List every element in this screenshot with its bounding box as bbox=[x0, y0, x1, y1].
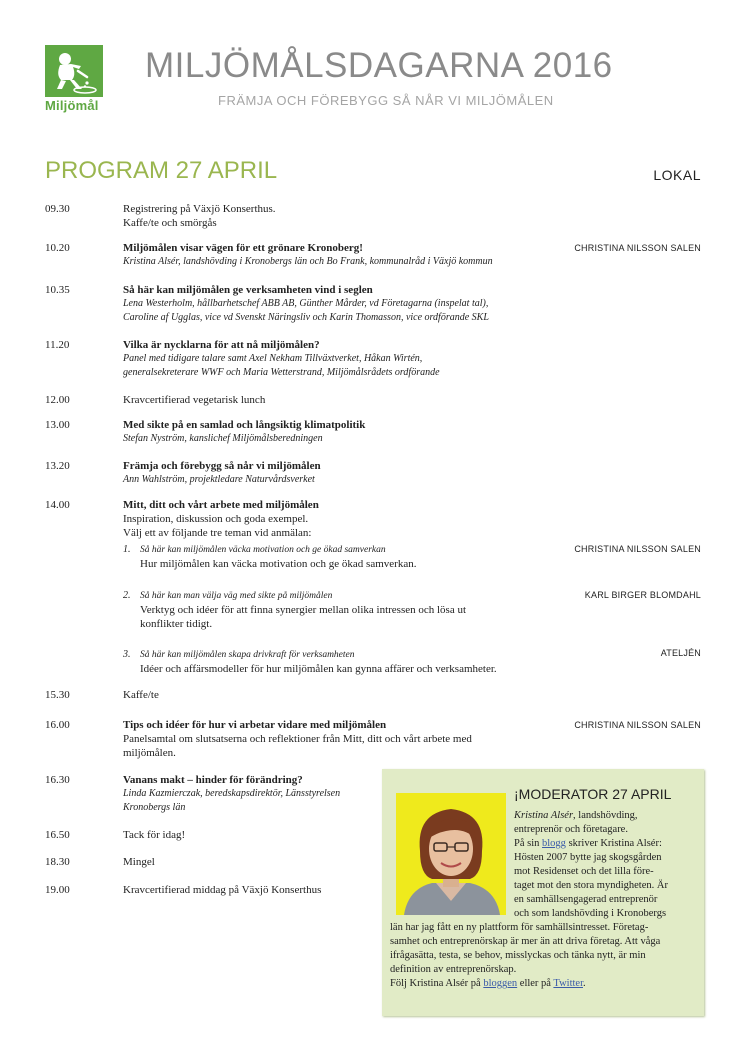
venue-label: CHRISTINA NILSSON SALEN bbox=[574, 243, 701, 253]
item-title: Tips och idéer för hur vi arbetar vidare med miljömålen bbox=[123, 719, 387, 731]
item-text: Kravcertifierad vegetarisk lunch bbox=[123, 394, 266, 406]
item-text: Kaffe/te och smörgås bbox=[123, 217, 217, 230]
program-item-1035 bbox=[123, 283, 489, 326]
item-speakers: Lena Westerholm, hållbarhetschef ABB AB, Günther Mårder, vd Företagarna (inspelat tal), bbox=[123, 298, 489, 310]
moderator-line: mot Residenset och det lilla före- bbox=[514, 866, 654, 877]
moderator-line: definition av entreprenörskap. bbox=[390, 964, 517, 975]
program-item-1320 bbox=[123, 459, 321, 487]
time-1300: 13.00 bbox=[45, 419, 70, 431]
time-1120: 11.20 bbox=[45, 339, 70, 351]
time-1200: 12.00 bbox=[45, 394, 70, 406]
item-title: Vanans makt – hinder för förändring? bbox=[123, 774, 303, 786]
theme-description: Hur miljömålen kan väcka motivation och ge ökad samverkan. bbox=[140, 558, 417, 571]
item-speakers: Caroline af Ugglas, vice vd Svenskt Näringsliv och Karin Thomasson, vice ordförande SKL bbox=[123, 312, 489, 324]
time-1530: 15.30 bbox=[45, 689, 70, 701]
item-speakers: Panel med tidigare talare samt Axel Nekham Tillväxtverket, Håkan Wirtén, bbox=[123, 353, 423, 365]
venue-label: CHRISTINA NILSSON SALEN bbox=[574, 720, 701, 730]
time-1035: 10.35 bbox=[45, 284, 70, 296]
program-item-1200 bbox=[123, 393, 265, 407]
moderator-text: skriver Kristina Alsér: bbox=[565, 838, 662, 849]
item-speakers: Stefan Nyström, kanslichef Miljömålsberedningen bbox=[123, 433, 323, 445]
time-1020: 10.20 bbox=[45, 242, 70, 254]
theme-description: Verktyg och idéer för att finna synergier mellan olika intressen och lösa ut bbox=[140, 604, 467, 617]
item-text: Mingel bbox=[123, 856, 155, 868]
moderator-line: län har jag fått en ny plattform för samhällsintresset. Företag- bbox=[390, 922, 649, 933]
venue-label: CHRISTINA NILSSON SALEN bbox=[574, 544, 701, 554]
blogg-link[interactable]: blogg bbox=[542, 838, 566, 849]
logo-figure-icon bbox=[45, 45, 103, 97]
moderator-line: ifrågasätta, testa, se behov, misslyckas och tänka nytt, är min bbox=[390, 950, 646, 961]
time-1900: 19.00 bbox=[45, 884, 70, 896]
program-item-1120 bbox=[123, 338, 440, 381]
program-item-0930 bbox=[123, 202, 276, 230]
item-text: Tack för idag! bbox=[123, 829, 186, 841]
moderator-photo bbox=[396, 793, 506, 915]
program-item-1900 bbox=[123, 883, 321, 897]
program-item-1600 bbox=[123, 718, 472, 761]
item-title: Främja och förebygg så når vi miljömålen bbox=[123, 460, 321, 472]
twitter-link[interactable]: Twitter bbox=[553, 978, 583, 989]
item-speakers: Kronobergs län bbox=[123, 802, 186, 814]
theme-number: 3. bbox=[123, 649, 131, 660]
moderator-line: taget mot den stora myndigheten. Är bbox=[514, 880, 668, 891]
moderator-role: , landshövding, bbox=[573, 810, 638, 821]
logo-text: Miljömål bbox=[45, 98, 99, 113]
event-title: MILJÖMÅLSDAGARNA 2016 bbox=[145, 46, 613, 85]
program-item-1830 bbox=[123, 855, 155, 869]
moderator-text: På sin bbox=[514, 838, 543, 849]
program-item-1530 bbox=[123, 688, 159, 702]
moderator-line bbox=[514, 809, 638, 823]
theme-2 bbox=[123, 588, 466, 632]
time-1320: 13.20 bbox=[45, 460, 70, 472]
item-text: miljömålen. bbox=[123, 747, 176, 760]
item-text: Registrering på Växjö Konserthus. bbox=[123, 203, 276, 215]
program-item-1300 bbox=[123, 418, 365, 446]
time-1650: 16.50 bbox=[45, 829, 70, 841]
moderator-name: Kristina Alsér bbox=[514, 810, 574, 821]
item-title: Så här kan miljömålen ge verksamheten vind i seglen bbox=[123, 284, 373, 296]
venue-label: ATELJÉN bbox=[660, 648, 701, 658]
venue-label: KARL BIRGER BLOMDAHL bbox=[584, 590, 701, 600]
item-title: Mitt, ditt och vårt arbete med miljömålen bbox=[123, 499, 319, 511]
moderator-line: en samhällsengagerad entreprenör bbox=[514, 894, 658, 905]
moderator-follow-line bbox=[390, 977, 586, 991]
program-item-1020 bbox=[123, 241, 493, 269]
moderator-text: Följ Kristina Alsér på bbox=[390, 978, 484, 989]
item-speakers: Ann Wahlström, projektledare Naturvårdsverket bbox=[123, 474, 315, 486]
moderator-line: entreprenör och företagare. bbox=[514, 824, 628, 835]
theme-title: Så här kan man välja väg med sikte på miljömålen bbox=[140, 591, 333, 601]
item-title: Med sikte på en samlad och långsiktig klimatpolitik bbox=[123, 419, 366, 431]
time-1830: 18.30 bbox=[45, 856, 70, 868]
item-text: Kravcertifierad middag på Växjö Konserthus bbox=[123, 884, 322, 896]
moderator-box bbox=[382, 769, 704, 1016]
moderator-heading: ¡MODERATOR 27 APRIL bbox=[514, 786, 672, 802]
item-speakers: Linda Kazmierczak, beredskapsdirektör, Länsstyrelsen bbox=[123, 788, 341, 800]
theme-title: Så här kan miljömålen väcka motivation och ge ökad samverkan bbox=[140, 545, 386, 555]
moderator-line: och som landshövding i Kronobergs bbox=[514, 908, 667, 919]
event-subtitle: FRÄMJA OCH FÖREBYGG SÅ NÅR VI MILJÖMÅLEN bbox=[218, 93, 554, 108]
item-text: Inspiration, diskussion och goda exempel. bbox=[123, 513, 309, 526]
time-1630: 16.30 bbox=[45, 774, 70, 786]
moderator-line: samhet och entreprenörskap är mer än att driva företag. Att våga bbox=[390, 936, 661, 947]
time-1400: 14.00 bbox=[45, 499, 70, 511]
moderator-line bbox=[514, 837, 662, 851]
miljomal-logo bbox=[45, 45, 103, 115]
time-1600: 16.00 bbox=[45, 719, 70, 731]
theme-number: 2. bbox=[123, 590, 131, 601]
program-item-1630 bbox=[123, 773, 340, 816]
program-item-1400 bbox=[123, 498, 319, 541]
theme-description: konflikter tidigt. bbox=[140, 618, 213, 631]
item-text: Panelsamtal om slutsatserna och reflektioner från Mitt, ditt och vårt arbete med bbox=[123, 733, 472, 746]
theme-3 bbox=[123, 647, 497, 676]
program-item-1650 bbox=[123, 828, 185, 842]
moderator-text: . bbox=[583, 978, 586, 989]
theme-description: Idéer och affärsmodeller för hur miljömålen kan gynna affärer och verksamheter. bbox=[140, 663, 497, 676]
moderator-text: eller på bbox=[517, 978, 554, 989]
item-speakers: generalsekreterare WWF och Maria Wetterstrand, Miljömålsrådets ordförande bbox=[123, 367, 440, 379]
item-text: Välj ett av följande tre teman vid anmälan: bbox=[123, 527, 312, 540]
theme-number: 1. bbox=[123, 544, 131, 555]
theme-1 bbox=[123, 542, 416, 571]
item-speakers: Kristina Alsér, landshövding i Kronobergs län och Bo Frank, kommunalråd i Växjö kommun bbox=[123, 256, 493, 268]
time-0930: 09.30 bbox=[45, 203, 70, 215]
lokal-column-heading: LOKAL bbox=[653, 167, 701, 183]
item-text: Kaffe/te bbox=[123, 689, 159, 701]
item-title: Vilka är nycklarna för att nå miljömålen? bbox=[123, 339, 320, 351]
moderator-line: Hösten 2007 bytte jag skogsgården bbox=[514, 852, 662, 863]
program-heading: PROGRAM 27 APRIL bbox=[45, 157, 278, 184]
theme-title: Så här kan miljömålen skapa drivkraft för verksamheten bbox=[140, 650, 355, 660]
item-title: Miljömålen visar vägen för ett grönare Kronoberg! bbox=[123, 242, 363, 254]
bloggen-link[interactable]: bloggen bbox=[483, 978, 518, 989]
